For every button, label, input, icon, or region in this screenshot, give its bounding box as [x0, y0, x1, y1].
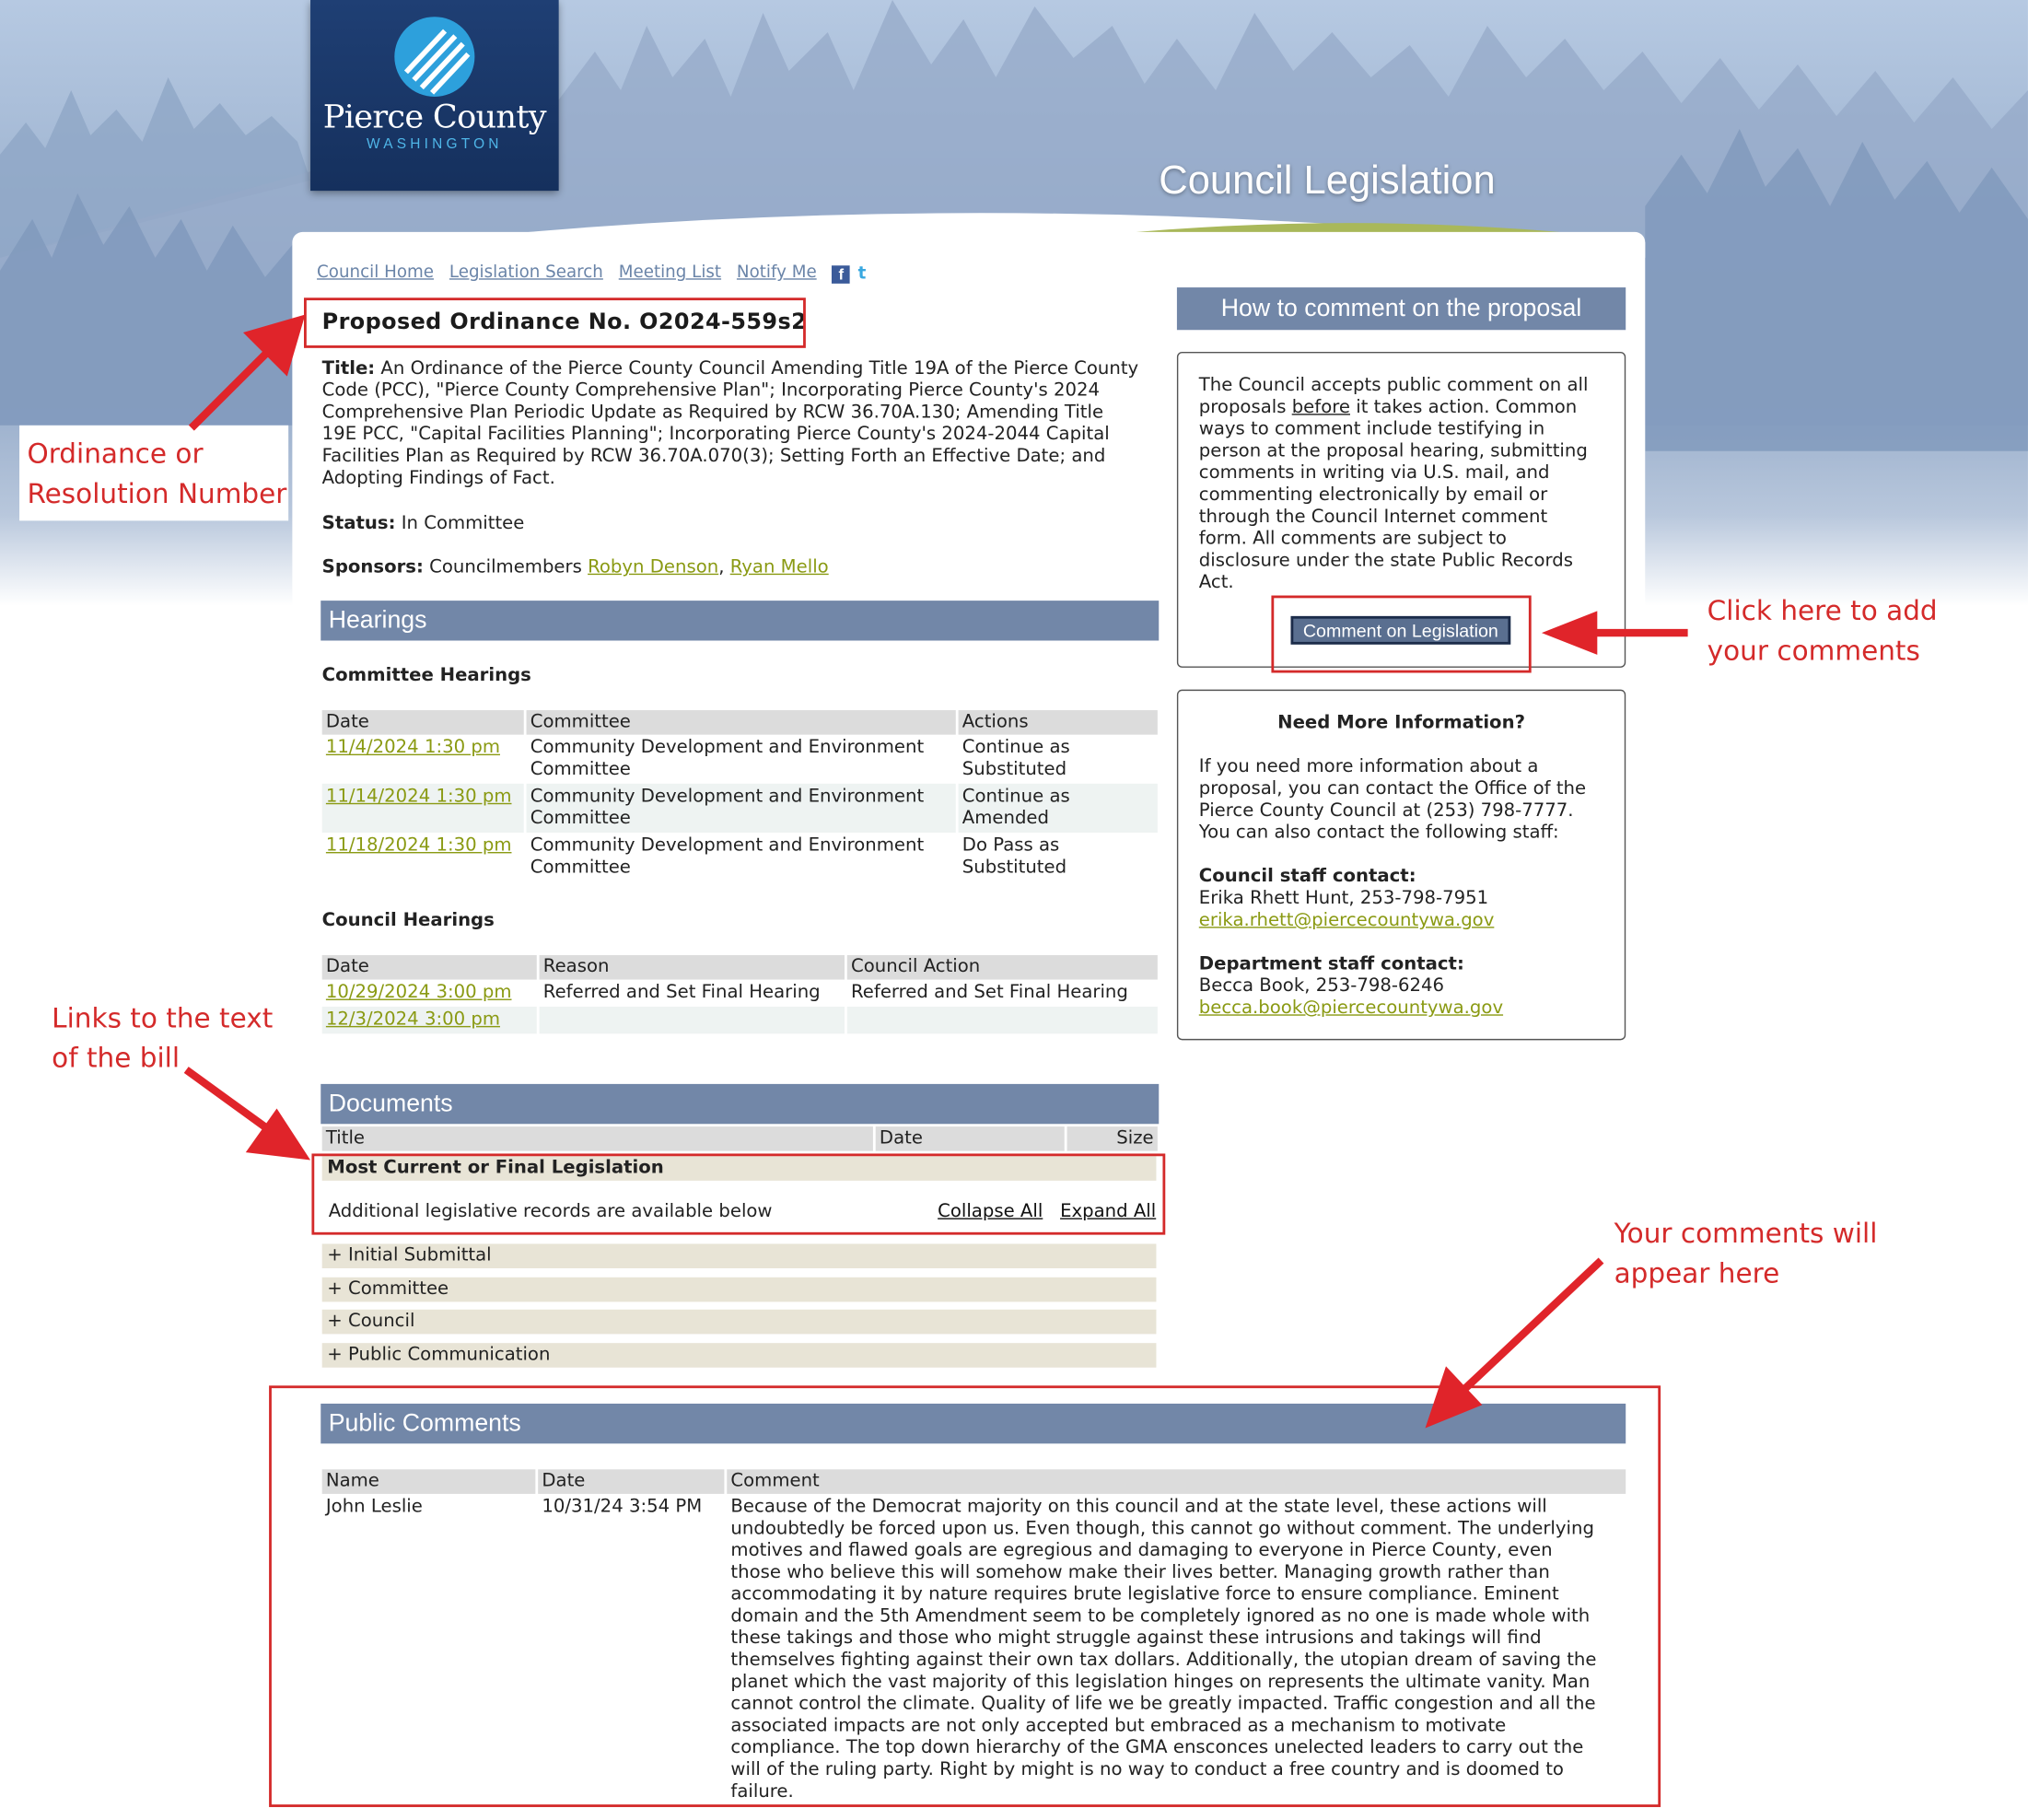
- panel-line-end: it takes action. Common: [1349, 397, 1578, 418]
- panel-line: commenting electronically by email or: [1198, 484, 1548, 506]
- panel-line: Act.: [1198, 572, 1234, 593]
- panel-line-start: proposals: [1198, 397, 1292, 418]
- council-hearings-heading: Council Hearings: [321, 909, 495, 931]
- info-line: Pierce County Council at (253) 798-7777.: [1198, 800, 1574, 822]
- sponsor-link-mello[interactable]: Ryan Mello: [729, 556, 829, 578]
- col-date: Date: [538, 1469, 724, 1494]
- comment-line: failure.: [730, 1780, 794, 1802]
- hearing-council-action: Referred and Set Final Hearing: [851, 982, 1128, 1003]
- title-label: Title:: [321, 358, 376, 379]
- council-hearings-table: [320, 955, 1160, 1033]
- col-date: Date: [322, 955, 537, 980]
- annotation-line: of the bill: [52, 1043, 181, 1074]
- ordinance-sponsors: [322, 557, 829, 579]
- hearing-reason: Referred and Set Final Hearing: [542, 982, 821, 1003]
- table-row: [322, 735, 1158, 784]
- hearing-council-action: [847, 1007, 1158, 1033]
- doc-group-council[interactable]: + Council: [322, 1310, 1157, 1335]
- comment-line: will of the ruling party. Right by might is no way to conduct a free country and is doomed to: [730, 1759, 1564, 1780]
- most-current-legislation-row[interactable]: Most Current or Final Legislation: [322, 1156, 1157, 1181]
- col-size: Size: [1067, 1126, 1158, 1151]
- doc-group-public-communication[interactable]: + Public Communication: [322, 1343, 1157, 1368]
- col-name: Name: [322, 1469, 536, 1494]
- info-panel-heading: Need More Information?: [1277, 712, 1525, 734]
- comment-date: 10/31/24 3:54 PM: [542, 1496, 703, 1518]
- commenter-name: John Leslie: [325, 1496, 423, 1518]
- hearing-date-link[interactable]: 11/4/2024 1:30 pm: [325, 737, 500, 758]
- title-line: Comprehensive Plan Periodic Update as Required by RCW 36.70A.130; Amending Title: [321, 402, 1104, 424]
- ordinance-title: [322, 358, 1163, 490]
- title-line: Code (PCC), "Pierce County Comprehensive Plan"; Incorporating Pierce County's 2024: [321, 379, 1101, 402]
- annotation-box-ordinance: [304, 298, 806, 348]
- nav-council-home[interactable]: Council Home: [317, 262, 435, 283]
- status-value: In Committee: [401, 512, 525, 534]
- pierce-county-logo[interactable]: [310, 0, 559, 191]
- council-staff-email-link[interactable]: erika.rhett@piercecountywa.gov: [1198, 909, 1495, 931]
- facebook-icon[interactable]: f: [833, 265, 851, 284]
- nav-notify-me[interactable]: Notify Me: [736, 262, 817, 283]
- hearing-action: Continue as: [962, 737, 1070, 758]
- ordinance-status: [322, 513, 525, 535]
- status-label: Status:: [321, 512, 396, 534]
- site-title: Council Legislation: [1159, 157, 1496, 203]
- hearing-action: Substituted: [962, 857, 1067, 878]
- sponsors-prefix: Councilmembers: [429, 556, 582, 578]
- comment-line: planet which the vast majority of this legislation hinges on represents the ultimate vanity. Man: [730, 1672, 1591, 1693]
- ordinance-heading: Proposed Ordinance No. O2024-559s2: [321, 309, 808, 335]
- annotation-ordinance-number: [27, 435, 286, 515]
- twitter-icon[interactable]: t: [857, 263, 867, 284]
- doc-group-committee[interactable]: + Committee: [322, 1278, 1157, 1302]
- title-line: Adopting Findings of Fact.: [321, 467, 555, 489]
- info-panel-text: [1199, 756, 1613, 1019]
- department-staff-contact: Becca Book, 253-798-6246: [1198, 975, 1444, 997]
- info-line: You can also contact the following staff:: [1198, 822, 1559, 844]
- expand-all-link[interactable]: Expand All: [1060, 1201, 1157, 1222]
- council-staff-label: Council staff contact:: [1198, 866, 1416, 887]
- department-staff-email-link[interactable]: becca.book@piercecountywa.gov: [1198, 998, 1504, 1019]
- hearing-date-link[interactable]: 10/29/2024 3:00 pm: [325, 982, 512, 1003]
- comment-line: accommodating it by nature requires brute legislative force to ensure compliance. Eminent: [730, 1583, 1559, 1605]
- panel-line: through the Council Internet comment: [1198, 506, 1548, 528]
- annotation-bill-links: [52, 999, 273, 1079]
- logo-state: WASHINGTON: [366, 136, 503, 153]
- annotation-box-comment-button: [1271, 596, 1531, 673]
- comment-line: those who believe this will somehow make their lives better. Managing growth rather than: [730, 1562, 1550, 1583]
- nav-legislation-search[interactable]: Legislation Search: [449, 262, 603, 283]
- annotation-line: your comments: [1707, 635, 1920, 667]
- panel-line: ways to comment include testifying in: [1198, 418, 1545, 440]
- panel-line: [1199, 397, 1613, 419]
- committee-name: Committee: [530, 808, 631, 829]
- col-comment: Comment: [727, 1469, 1626, 1494]
- top-nav: [317, 262, 866, 283]
- hearing-date-link[interactable]: 12/3/2024 3:00 pm: [325, 1009, 500, 1031]
- collapse-all-link[interactable]: Collapse All: [938, 1201, 1043, 1222]
- nav-meeting-list[interactable]: Meeting List: [618, 262, 722, 283]
- panel-line: form. All comments are subject to: [1198, 528, 1507, 550]
- info-line: proposal, you can contact the Office of the: [1198, 778, 1587, 799]
- hearing-reason: [540, 1007, 845, 1033]
- table-row: [322, 1007, 1158, 1033]
- hearings-bar: Hearings: [321, 601, 1159, 640]
- committee-name: Community Development and Environment: [530, 737, 925, 758]
- hearing-action: Continue as: [962, 786, 1070, 808]
- table-row: [322, 833, 1158, 881]
- doc-group-initial-submittal[interactable]: + Initial Submittal: [322, 1243, 1157, 1268]
- panel-line: comments in writing via U.S. mail, and: [1198, 462, 1550, 484]
- annotation-comments-appear: [1614, 1214, 1878, 1294]
- committee-name: Community Development and Environment: [530, 834, 925, 857]
- hearing-date-link[interactable]: 11/18/2024 1:30 pm: [325, 834, 512, 857]
- hearing-action: Substituted: [962, 759, 1067, 780]
- council-staff-contact: Erika Rhett Hunt, 253-798-7951: [1198, 888, 1489, 909]
- annotation-box-documents: [311, 1153, 1165, 1234]
- annotation-line: Links to the text: [52, 1002, 274, 1034]
- comment-line: these takings and those who might struggle against these intrusions and takings will find: [730, 1628, 1542, 1649]
- documents-table-header: [320, 1126, 1160, 1151]
- comment-line: cannot control the climate. Quality of life we be greatly impacted. Traffic congestion and all the: [730, 1693, 1596, 1715]
- committee-hearings-table: [320, 710, 1160, 881]
- title-line: 19E PCC, "Capital Facilities Planning"; Incorporating Pierce County's 2024-2044 Capital: [321, 424, 1110, 445]
- public-comments-bar: Public Comments: [321, 1404, 1626, 1443]
- committee-name: Community Development and Environment: [530, 786, 925, 808]
- info-line: If you need more information about a: [1198, 756, 1539, 777]
- title-line: Facilities Plan as Required by RCW 36.70A.070(3); Setting Forth an Effective Date; and: [321, 446, 1106, 467]
- title-line: An Ordinance of the Pierce County Council Amending Title 19A of the Pierce County: [380, 358, 1139, 379]
- comment-line: motives and flawed goals are egregious and damaging to everyone in Pierce County, even: [730, 1540, 1553, 1561]
- annotation-line: Your comments will: [1614, 1218, 1878, 1250]
- comment-line: compliance. The top down hierarchy of the GMA ensconces unelected leaders to carry out the: [730, 1737, 1584, 1758]
- before-emphasis: before: [1291, 397, 1350, 418]
- hearing-action: Do Pass as: [962, 834, 1060, 857]
- panel-line: disclosure under the state Public Records: [1198, 550, 1573, 571]
- panel-line: person at the proposal hearing, submitting: [1198, 440, 1588, 461]
- committee-name: Committee: [530, 857, 631, 878]
- col-actions: Actions: [959, 710, 1158, 735]
- committee-hearings-heading: Committee Hearings: [321, 665, 531, 686]
- col-committee: Committee: [527, 710, 956, 735]
- table-row: [322, 784, 1158, 833]
- info-panel: [1177, 690, 1626, 1041]
- arrow-documents-icon: [186, 1070, 272, 1132]
- committee-name: Committee: [530, 759, 631, 780]
- comment-line: associated impacts are not only accepted but embraced as a mechanism to motivate: [730, 1715, 1507, 1736]
- hearing-action: Amended: [962, 808, 1050, 829]
- col-date: Date: [322, 710, 524, 735]
- hearing-date-link[interactable]: 11/14/2024 1:30 pm: [325, 786, 512, 808]
- comment-panel-heading: How to comment on the proposal: [1177, 287, 1626, 330]
- additional-records-note: Additional legislative records are available below: [328, 1201, 773, 1222]
- comment-line: undoubtedly be forced upon us. Even though, this cannot go without comment. The underlying: [730, 1518, 1594, 1539]
- logo-name: Pierce County: [322, 98, 546, 135]
- sponsor-separator: ,: [718, 556, 725, 578]
- department-staff-label: Department staff contact:: [1198, 953, 1464, 974]
- annotation-add-comments: [1707, 591, 1938, 671]
- comment-line: domain and the 5th Amendment seem to be completely ignored as no one is made whole with: [730, 1605, 1591, 1628]
- table-row: [322, 980, 1158, 1007]
- sponsors-label: Sponsors:: [321, 556, 424, 578]
- annotation-line: appear here: [1614, 1257, 1780, 1289]
- logo-mark-icon: [393, 16, 476, 99]
- col-council-action: Council Action: [847, 955, 1158, 980]
- comment-panel-text: [1199, 375, 1613, 594]
- annotation-box-public-comments: [269, 1385, 1661, 1807]
- documents-bar: Documents: [321, 1084, 1159, 1124]
- annotation-line: Resolution Number: [27, 478, 287, 509]
- panel-line: The Council accepts public comment on all: [1198, 375, 1589, 396]
- sponsor-link-denson[interactable]: Robyn Denson: [588, 556, 719, 578]
- comment-line: Because of the Democrat majority on this council and at the state level, these actions will: [730, 1496, 1547, 1518]
- col-date: Date: [876, 1126, 1065, 1151]
- annotation-line: Ordinance or: [27, 438, 204, 470]
- col-reason: Reason: [540, 955, 845, 980]
- col-title: Title: [322, 1126, 873, 1151]
- annotation-line: Click here to add: [1707, 595, 1938, 627]
- comment-line: themselves fighting against their own tax dollars. Additionally, the utopian dream of saving the: [730, 1650, 1597, 1671]
- comment-on-legislation-button[interactable]: Comment on Legislation: [1290, 616, 1510, 645]
